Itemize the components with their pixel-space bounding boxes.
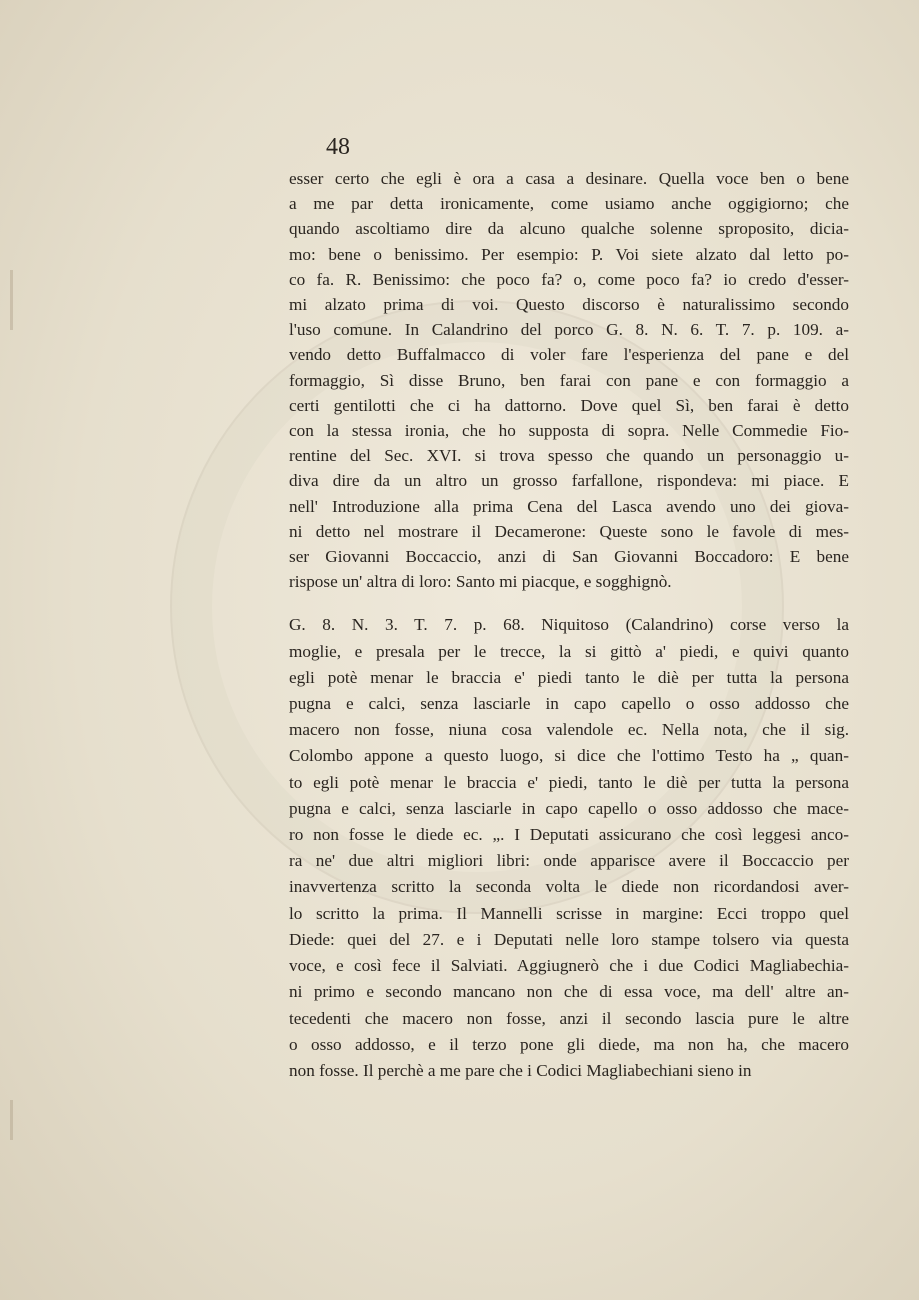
text-line: inavvertenza scritto la seconda volta le diede non ricordandosi aver- (289, 877, 849, 897)
body-text (289, 166, 849, 1084)
text-line: pugna e calci, senza lasciarle in capo capello o osso addosso che (289, 694, 849, 714)
text-line: to egli potè menar le braccia e' piedi, tanto le diè per tutta la persona (289, 772, 849, 792)
text-line: esser certo che egli è ora a casa a desinare. Quella voce ben o bene (289, 169, 849, 188)
text-line: macero non fosse, niuna cosa valendole ec. Nella nota, che il sig. (289, 720, 849, 740)
page-edge-stain (10, 270, 13, 330)
text-line: nell' Introduzione alla prima Cena del Lasca avendo uno dei giova- (289, 496, 849, 516)
text-line: mo: bene o benissimo. Per esempio: P. Voi siete alzato dal letto po- (289, 244, 849, 264)
text-line: rispose un' altra di loro: Santo mi piacque, e sogghignò. (289, 572, 672, 592)
text-line: Colombo appone a questo luogo, si dice che l'ottimo Testo ha „ quan- (289, 746, 849, 766)
page-edge-stain (10, 1100, 13, 1140)
text-line: l'uso comune. In Calandrino del porco G. 8. N. 6. T. 7. p. 109. a- (289, 320, 849, 340)
text-line: Diede: quei del 27. e i Deputati nelle loro stampe tolsero via questa (289, 929, 849, 949)
text-line: diva dire da un altro un grosso farfallone, rispondeva: mi piace. E (289, 471, 849, 491)
paragraph-1 (289, 166, 849, 594)
text-line: G. 8. N. 3. T. 7. p. 68. Niquitoso (Calandrino) corse verso la (289, 615, 849, 635)
text-line: rentine del Sec. XVI. si trova spesso che quando un personaggio u- (289, 446, 849, 466)
text-line: tecedenti che macero non fosse, anzi il secondo lascia pure le altre (289, 1008, 849, 1028)
text-line: ni detto nel mostrare il Decamerone: Queste sono le favole di mes- (289, 521, 849, 541)
text-line: quando ascoltiamo dire da alcuno qualche solenne sproposito, dicia- (289, 219, 849, 239)
text-line: co fa. R. Benissimo: che poco fa? o, come poco fa? io credo d'esser- (289, 269, 849, 289)
text-line: a me par detta ironicamente, come usiamo anche oggigiorno; che (289, 194, 849, 214)
page-number: 48 (326, 134, 350, 160)
paragraph-2 (289, 612, 849, 1084)
text-line: o osso addosso, e il terzo pone gli diede, ma non ha, che macero (289, 1034, 849, 1054)
text-line: voce, e così fece il Salviati. Aggiugnerò che i due Codici Magliabechia- (289, 956, 849, 976)
text-line: non fosse. Il perchè a me pare che i Codici Magliabechiani sieno in (289, 1060, 752, 1080)
text-line: moglie, e presala per le trecce, la si gittò a' piedi, e quivi quanto (289, 641, 849, 661)
text-line: con la stessa ironia, che ho supposta di sopra. Nelle Commedie Fio- (289, 421, 849, 441)
text-line: egli potè menar le braccia e' piedi tanto le diè per tutta la persona (289, 667, 849, 687)
text-line: ni primo e secondo mancano non che di essa voce, ma dell' altre an- (289, 982, 849, 1002)
text-line: lo scritto la prima. Il Mannelli scrisse in margine: Ecci troppo quel (289, 903, 849, 923)
text-line: ser Giovanni Boccaccio, anzi di San Giovanni Boccadoro: E bene (289, 547, 849, 567)
text-line: formaggio, Sì disse Bruno, ben farai con pane e con formaggio a (289, 370, 849, 390)
text-line: certi gentilotti che ci ha dattorno. Dove quel Sì, ben farai è detto (289, 395, 849, 415)
text-line: mi alzato prima di voi. Questo discorso è naturalissimo secondo (289, 295, 849, 315)
text-line: ro non fosse le diede ec. „. I Deputati assicurano che così leggesi anco- (289, 825, 849, 845)
text-line: ra ne' due altri migliori libri: onde apparisce avere il Boccaccio per (289, 851, 849, 871)
text-line: vendo detto Buffalmacco di voler fare l'esperienza del pane e del (289, 345, 849, 365)
text-line: pugna e calci, senza lasciarle in capo capello o osso addosso che mace- (289, 798, 849, 818)
